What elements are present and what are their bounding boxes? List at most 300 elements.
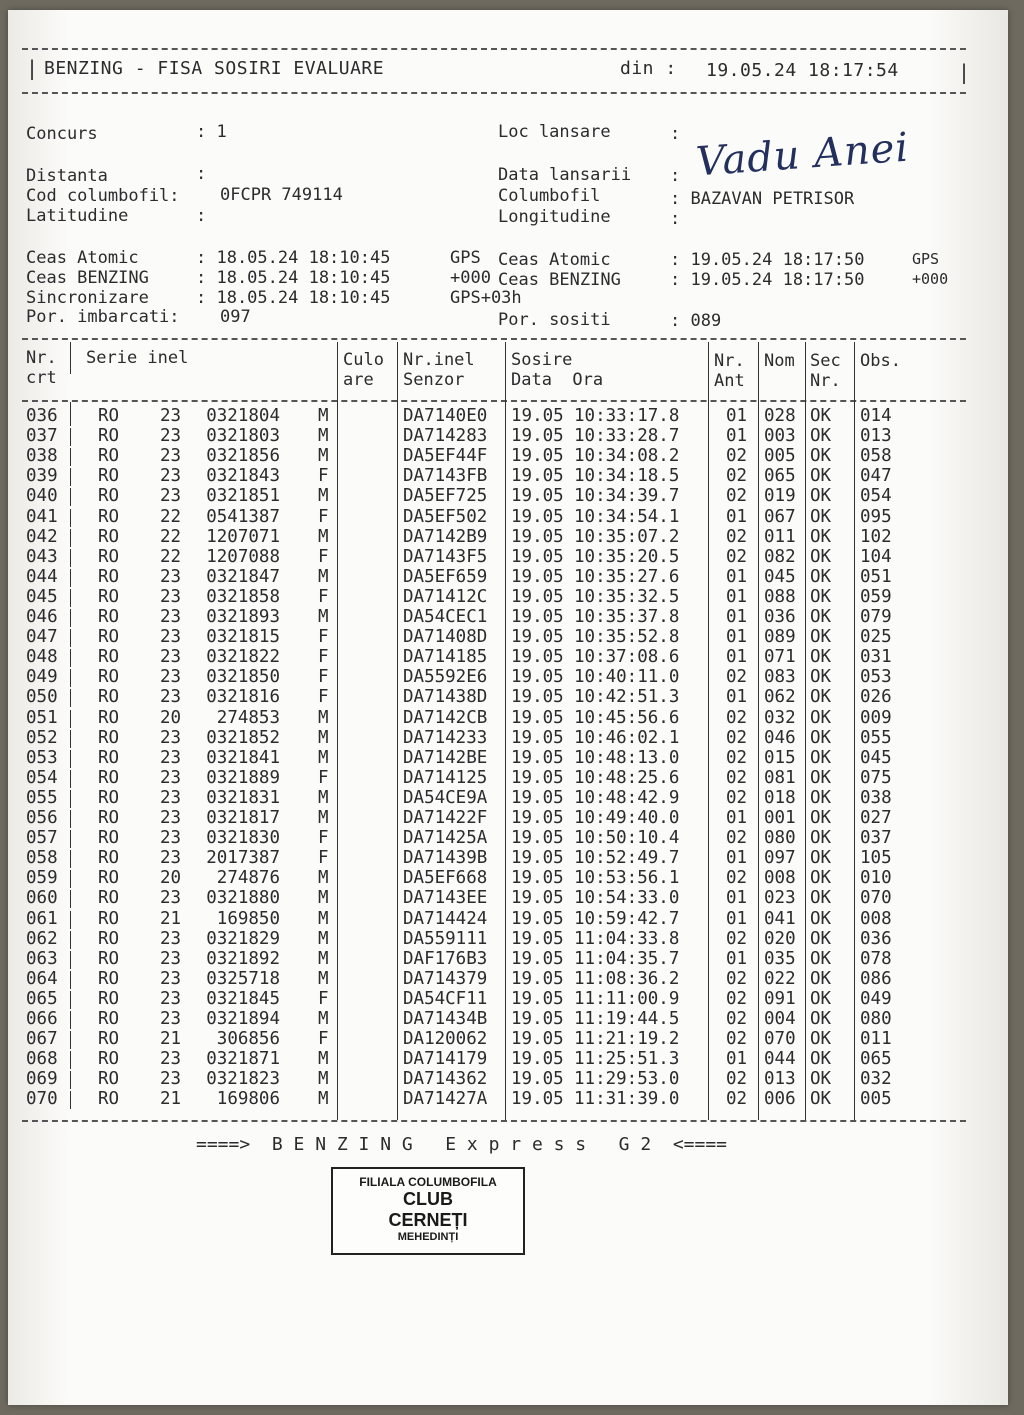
stamp-line-1: FILIALA COLUMBOFILA xyxy=(359,1175,497,1189)
sositi-value: : 089 xyxy=(670,311,722,331)
cell-sex: M xyxy=(318,908,329,929)
row-separator xyxy=(70,710,71,728)
cell-arrival-date: 19.05 xyxy=(511,848,564,869)
cell-sex: M xyxy=(318,888,329,909)
cell-year: 23 xyxy=(160,727,182,748)
cell-sex: F xyxy=(318,687,329,708)
cell-antenna: 01 xyxy=(726,808,748,828)
loc-lansare-colon: : xyxy=(670,124,681,144)
cell-sensor-ring: DA5592E6 xyxy=(403,667,488,688)
col-sec-header-1: Sec xyxy=(810,351,841,371)
cell-sensor-ring: DA714179 xyxy=(403,1049,488,1070)
cell-country: RO xyxy=(98,1069,120,1090)
cell-sec: OK xyxy=(810,948,832,969)
cell-antenna: 02 xyxy=(726,1029,748,1050)
cell-antenna: 01 xyxy=(726,627,748,648)
cell-nom: 088 xyxy=(764,586,796,607)
col-obs-header: Obs. xyxy=(860,351,901,371)
concurs-value: : 1 xyxy=(196,122,227,142)
date-label: din : xyxy=(620,58,677,79)
cod-columbofil-label: Cod columbofil: xyxy=(26,186,180,206)
data-lansarii-value: : xyxy=(670,166,681,186)
cell-year: 23 xyxy=(160,566,182,587)
cell-country: RO xyxy=(98,747,120,768)
cell-ring-number: 0321804 xyxy=(206,406,280,426)
cell-nom: 070 xyxy=(764,1029,796,1050)
cell-obs: 102 xyxy=(860,526,892,547)
cell-sensor-ring: DA7142BE xyxy=(403,747,488,768)
cell-sensor-ring: DA7143FB xyxy=(403,466,488,487)
clock-left-suffix: GPS+03h xyxy=(450,288,522,308)
cell-sex: F xyxy=(318,1029,329,1050)
cell-sec: OK xyxy=(810,968,832,989)
cell-arrival-time: 10:48:13.0 xyxy=(574,747,680,768)
cell-sec: OK xyxy=(810,848,832,869)
cell-sex: M xyxy=(318,968,329,989)
cell-sensor-ring: DA71422F xyxy=(403,808,488,828)
columbofil-value: : BAZAVAN PETRISOR xyxy=(670,189,855,209)
cell-sensor-ring: DA71425A xyxy=(403,828,488,849)
cell-ring-number: 0321816 xyxy=(206,687,280,708)
cell-nom: 018 xyxy=(764,787,796,808)
row-separator xyxy=(70,1031,71,1049)
cell-obs: 086 xyxy=(860,968,892,989)
cell-nr-crt: 060 xyxy=(26,888,58,909)
clock-left-value: : 18.05.24 18:10:45 xyxy=(196,288,391,308)
cell-arrival-date: 19.05 xyxy=(511,486,564,507)
cell-ring-number: 0321803 xyxy=(206,426,280,447)
row-separator xyxy=(70,689,71,707)
cell-year: 23 xyxy=(160,1049,182,1070)
cell-arrival-date: 19.05 xyxy=(511,988,564,1009)
cell-country: RO xyxy=(98,446,120,467)
cell-arrival-time: 10:35:27.6 xyxy=(574,566,680,587)
distanta-label: Distanta xyxy=(26,166,108,186)
cell-arrival-time: 11:04:33.8 xyxy=(574,928,680,949)
cell-antenna: 01 xyxy=(726,607,748,627)
cell-sex: F xyxy=(318,828,329,849)
cell-nr-crt: 065 xyxy=(26,988,58,1009)
cell-nom: 041 xyxy=(764,908,796,929)
col-sep-sosire xyxy=(505,342,506,1120)
cell-arrival-time: 11:31:39.0 xyxy=(574,1089,680,1110)
row-separator xyxy=(70,991,71,1009)
longitudine-label: Longitudine xyxy=(498,207,611,227)
cell-obs: 026 xyxy=(860,687,892,708)
cell-country: RO xyxy=(98,767,120,788)
row-separator xyxy=(70,870,71,888)
cell-ring-number: 169850 xyxy=(216,908,280,929)
benzing-footer: ====> B E N Z I N G E x p r e s s G 2 <==== xyxy=(196,1134,728,1155)
cell-arrival-time: 11:08:36.2 xyxy=(574,968,680,989)
cell-antenna: 01 xyxy=(726,948,748,969)
cell-country: RO xyxy=(98,988,120,1009)
cell-sec: OK xyxy=(810,828,832,849)
printed-report-sheet xyxy=(8,10,1008,1405)
cell-sec: OK xyxy=(810,868,832,889)
cell-antenna: 02 xyxy=(726,526,748,547)
cell-country: RO xyxy=(98,627,120,648)
cell-nr-crt: 043 xyxy=(26,546,58,567)
cell-arrival-date: 19.05 xyxy=(511,968,564,989)
cell-year: 21 xyxy=(160,908,182,929)
cell-sex: M xyxy=(318,747,329,768)
cell-sensor-ring: DA714362 xyxy=(403,1069,488,1090)
cell-nom: 023 xyxy=(764,888,796,909)
loc-lansare-label: Loc lansare xyxy=(498,122,611,142)
cell-obs: 013 xyxy=(860,426,892,447)
cell-obs: 053 xyxy=(860,667,892,688)
cell-nr-crt: 045 xyxy=(26,586,58,607)
cell-year: 23 xyxy=(160,607,182,627)
cell-ring-number: 0321856 xyxy=(206,446,280,467)
table-top-border xyxy=(22,338,966,340)
col-sep-nom xyxy=(758,342,759,1120)
cell-arrival-time: 10:34:54.1 xyxy=(574,506,680,527)
cell-sex: M xyxy=(318,1049,329,1070)
cell-year: 21 xyxy=(160,1029,182,1050)
cell-nom: 083 xyxy=(764,667,796,688)
cell-year: 23 xyxy=(160,787,182,808)
cell-nom: 008 xyxy=(764,868,796,889)
cell-nr-crt: 059 xyxy=(26,868,58,889)
cell-nr-crt: 042 xyxy=(26,526,58,547)
cell-ring-number: 0321822 xyxy=(206,647,280,668)
row-separator xyxy=(70,629,71,647)
cell-nom: 091 xyxy=(764,988,796,1009)
cell-sec: OK xyxy=(810,747,832,768)
cell-arrival-time: 10:35:32.5 xyxy=(574,586,680,607)
cell-obs: 065 xyxy=(860,1049,892,1070)
cell-year: 23 xyxy=(160,828,182,849)
cell-nom: 045 xyxy=(764,566,796,587)
cell-ring-number: 0321851 xyxy=(206,486,280,507)
clock-right-label: Ceas BENZING xyxy=(498,270,621,290)
row-separator xyxy=(70,911,71,929)
cell-ring-number: 0321850 xyxy=(206,667,280,688)
cell-sensor-ring: DA7142CB xyxy=(403,707,488,728)
cell-antenna: 02 xyxy=(726,928,748,949)
cell-ring-number: 0321815 xyxy=(206,627,280,648)
cell-nr-crt: 040 xyxy=(26,486,58,507)
cell-obs: 058 xyxy=(860,446,892,467)
cell-arrival-date: 19.05 xyxy=(511,506,564,527)
cell-sex: M xyxy=(318,607,329,627)
cell-obs: 037 xyxy=(860,828,892,849)
cell-arrival-date: 19.05 xyxy=(511,526,564,547)
cell-obs: 080 xyxy=(860,1009,892,1029)
cell-country: RO xyxy=(98,1049,120,1070)
cell-antenna: 01 xyxy=(726,506,748,527)
cell-sex: F xyxy=(318,647,329,668)
cell-sec: OK xyxy=(810,406,832,426)
cell-sensor-ring: DA7143EE xyxy=(403,888,488,909)
cell-year: 22 xyxy=(160,506,182,527)
cell-ring-number: 0321831 xyxy=(206,787,280,808)
cell-country: RO xyxy=(98,868,120,889)
cell-sec: OK xyxy=(810,928,832,949)
cell-arrival-time: 10:35:07.2 xyxy=(574,526,680,547)
row-separator xyxy=(70,971,71,989)
cell-nr-crt: 057 xyxy=(26,828,58,849)
cell-year: 22 xyxy=(160,526,182,547)
cell-sensor-ring: DA714379 xyxy=(403,968,488,989)
cell-ring-number: 1207071 xyxy=(206,526,280,547)
row-separator xyxy=(70,589,71,607)
loc-lansare-handwritten: Vadu Anei xyxy=(694,124,911,186)
cell-sex: M xyxy=(318,1069,329,1090)
cell-antenna: 01 xyxy=(726,908,748,929)
cell-country: RO xyxy=(98,707,120,728)
cell-sensor-ring: DA5EF668 xyxy=(403,868,488,889)
clock-right-value: : 19.05.24 18:17:50 xyxy=(670,270,865,290)
col-sec-header-2: Nr. xyxy=(810,371,841,391)
cell-obs: 070 xyxy=(860,888,892,909)
col-ant-header-1: Nr. xyxy=(714,351,745,371)
cell-country: RO xyxy=(98,828,120,849)
cell-ring-number: 0321845 xyxy=(206,988,280,1009)
cell-ring-number: 0321843 xyxy=(206,466,280,487)
cell-arrival-date: 19.05 xyxy=(511,868,564,889)
cell-nom: 080 xyxy=(764,828,796,849)
cell-nom: 004 xyxy=(764,1009,796,1029)
row-separator xyxy=(70,408,71,426)
cell-antenna: 02 xyxy=(726,1069,748,1090)
cell-ring-number: 0321892 xyxy=(206,948,280,969)
cell-country: RO xyxy=(98,848,120,869)
cell-arrival-date: 19.05 xyxy=(511,808,564,828)
cell-obs: 031 xyxy=(860,647,892,668)
clock-left-suffix: +000 xyxy=(450,268,491,288)
cell-country: RO xyxy=(98,506,120,527)
cell-nr-crt: 070 xyxy=(26,1089,58,1110)
cell-arrival-date: 19.05 xyxy=(511,426,564,447)
cell-ring-number: 274876 xyxy=(216,868,280,889)
cell-year: 20 xyxy=(160,707,182,728)
cell-antenna: 01 xyxy=(726,406,748,426)
cell-nr-crt: 054 xyxy=(26,767,58,788)
cell-ring-number: 0321871 xyxy=(206,1049,280,1070)
cell-antenna: 01 xyxy=(726,848,748,869)
cell-arrival-date: 19.05 xyxy=(511,406,564,426)
cell-obs: 045 xyxy=(860,747,892,768)
cell-sec: OK xyxy=(810,1009,832,1029)
cell-antenna: 02 xyxy=(726,988,748,1009)
cell-antenna: 01 xyxy=(726,888,748,909)
cell-year: 20 xyxy=(160,868,182,889)
cell-nr-crt: 036 xyxy=(26,406,58,426)
cell-antenna: 02 xyxy=(726,667,748,688)
cell-obs: 036 xyxy=(860,928,892,949)
cell-arrival-time: 11:25:51.3 xyxy=(574,1049,680,1070)
cell-sec: OK xyxy=(810,908,832,929)
cell-ring-number: 0321829 xyxy=(206,928,280,949)
cell-nr-crt: 064 xyxy=(26,968,58,989)
cell-year: 23 xyxy=(160,486,182,507)
cell-country: RO xyxy=(98,928,120,949)
row-separator xyxy=(70,448,71,466)
cell-nom: 067 xyxy=(764,506,796,527)
cell-sensor-ring: DA71412C xyxy=(403,586,488,607)
cell-arrival-time: 11:19:44.5 xyxy=(574,1009,680,1029)
cell-ring-number: 306856 xyxy=(216,1029,280,1050)
cell-sec: OK xyxy=(810,787,832,808)
row-separator xyxy=(70,1091,71,1109)
cell-country: RO xyxy=(98,1009,120,1029)
cell-arrival-time: 10:53:56.1 xyxy=(574,868,680,889)
cell-year: 23 xyxy=(160,767,182,788)
clock-right-suffix: GPS xyxy=(912,250,940,268)
cell-sec: OK xyxy=(810,426,832,447)
stamp-line-4: MEHEDINȚI xyxy=(397,1231,459,1243)
sositi-label: Por. sositi xyxy=(498,310,611,330)
cell-country: RO xyxy=(98,1089,120,1110)
cell-year: 22 xyxy=(160,546,182,567)
cell-ring-number: 0321817 xyxy=(206,808,280,828)
col-nom-header: Nom xyxy=(764,351,795,371)
cell-year: 23 xyxy=(160,446,182,467)
cell-obs: 105 xyxy=(860,848,892,869)
col-sep-obs xyxy=(854,342,855,1120)
cell-nom: 062 xyxy=(764,687,796,708)
cell-nr-crt: 063 xyxy=(26,948,58,969)
cell-sec: OK xyxy=(810,486,832,507)
cell-arrival-time: 10:54:33.0 xyxy=(574,888,680,909)
cell-arrival-date: 19.05 xyxy=(511,888,564,909)
cell-nom: 089 xyxy=(764,627,796,648)
table-header-divider xyxy=(22,400,966,402)
cell-ring-number: 169806 xyxy=(216,1089,280,1110)
cell-sex: F xyxy=(318,586,329,607)
latitudine-value: : xyxy=(196,206,207,226)
cell-country: RO xyxy=(98,586,120,607)
cell-arrival-time: 10:49:40.0 xyxy=(574,808,680,828)
cell-country: RO xyxy=(98,526,120,547)
cell-country: RO xyxy=(98,908,120,929)
cell-sec: OK xyxy=(810,647,832,668)
row-separator xyxy=(70,529,71,547)
cell-sex: F xyxy=(318,767,329,788)
cell-obs: 051 xyxy=(860,566,892,587)
col-culoare-header-2: are xyxy=(343,370,374,390)
cell-sex: M xyxy=(318,526,329,547)
cell-nr-crt: 049 xyxy=(26,667,58,688)
cell-sex: M xyxy=(318,868,329,889)
col-nr-header: Nr. xyxy=(26,348,57,368)
cell-nom: 015 xyxy=(764,747,796,768)
col-sep-ant xyxy=(708,342,709,1120)
cell-nr-crt: 069 xyxy=(26,1069,58,1090)
cell-sensor-ring: DA54CEC1 xyxy=(403,607,488,627)
cell-sec: OK xyxy=(810,988,832,1009)
cell-nom: 028 xyxy=(764,406,796,426)
cell-arrival-date: 19.05 xyxy=(511,727,564,748)
cell-ring-number: 0321852 xyxy=(206,727,280,748)
cell-nr-crt: 067 xyxy=(26,1029,58,1050)
row-separator xyxy=(70,810,71,828)
cell-obs: 032 xyxy=(860,1069,892,1090)
cell-sensor-ring: DA54CE9A xyxy=(403,787,488,808)
cell-sec: OK xyxy=(810,627,832,648)
row-separator xyxy=(70,468,71,486)
cell-arrival-time: 10:50:10.4 xyxy=(574,828,680,849)
cell-country: RO xyxy=(98,968,120,989)
cell-arrival-time: 10:42:51.3 xyxy=(574,687,680,708)
cell-sensor-ring: DA54CF11 xyxy=(403,988,488,1009)
cell-nom: 020 xyxy=(764,928,796,949)
cell-arrival-time: 11:29:53.0 xyxy=(574,1069,680,1090)
cell-country: RO xyxy=(98,406,120,426)
cell-sec: OK xyxy=(810,767,832,788)
cell-arrival-time: 10:34:39.7 xyxy=(574,486,680,507)
cell-sex: M xyxy=(318,1089,329,1110)
cell-sensor-ring: DA5EF44F xyxy=(403,446,488,467)
cell-antenna: 02 xyxy=(726,546,748,567)
row-separator xyxy=(70,488,71,506)
cell-arrival-date: 19.05 xyxy=(511,948,564,969)
cell-nr-crt: 048 xyxy=(26,647,58,668)
cell-sensor-ring: DA714185 xyxy=(403,647,488,668)
data-lansarii-label: Data lansarii xyxy=(498,165,632,185)
cell-arrival-time: 10:40:11.0 xyxy=(574,667,680,688)
table-bottom-border xyxy=(22,1120,966,1122)
cell-sensor-ring: DA71408D xyxy=(403,627,488,648)
cell-sec: OK xyxy=(810,1029,832,1050)
cell-obs: 059 xyxy=(860,586,892,607)
cell-antenna: 01 xyxy=(726,647,748,668)
cell-obs: 078 xyxy=(860,948,892,969)
cell-sec: OK xyxy=(810,1069,832,1090)
cell-ring-number: 0321894 xyxy=(206,1009,280,1029)
cell-nom: 032 xyxy=(764,707,796,728)
cell-arrival-time: 10:59:42.7 xyxy=(574,908,680,929)
cell-obs: 005 xyxy=(860,1089,892,1110)
imbarcati-value: 097 xyxy=(220,307,251,327)
row-separator xyxy=(70,1011,71,1029)
cell-antenna: 02 xyxy=(726,486,748,507)
cell-sex: M xyxy=(318,486,329,507)
cell-arrival-time: 10:46:02.1 xyxy=(574,727,680,748)
cell-sec: OK xyxy=(810,526,832,547)
cell-arrival-date: 19.05 xyxy=(511,1069,564,1090)
cell-sec: OK xyxy=(810,566,832,587)
cell-antenna: 02 xyxy=(726,968,748,989)
cod-columbofil-value: 0FCPR 749114 xyxy=(220,185,343,205)
row-separator xyxy=(70,609,71,627)
cell-sec: OK xyxy=(810,446,832,467)
cell-arrival-time: 10:34:18.5 xyxy=(574,466,680,487)
clock-left-value: : 18.05.24 18:10:45 xyxy=(196,268,391,288)
cell-ring-number: 0321889 xyxy=(206,767,280,788)
row-separator xyxy=(70,549,71,567)
cell-sex: M xyxy=(318,426,329,447)
cell-year: 23 xyxy=(160,968,182,989)
cell-sex: F xyxy=(318,627,329,648)
cell-antenna: 02 xyxy=(726,707,748,728)
cell-nom: 071 xyxy=(764,647,796,668)
cell-arrival-time: 10:48:25.6 xyxy=(574,767,680,788)
cell-sex: M xyxy=(318,787,329,808)
columbofil-label: Columbofil xyxy=(498,186,601,206)
stamp-line-2: CLUB xyxy=(403,1189,453,1209)
cell-obs: 027 xyxy=(860,808,892,828)
cell-obs: 054 xyxy=(860,486,892,507)
cell-antenna: 02 xyxy=(726,767,748,788)
cell-sensor-ring: DA7143F5 xyxy=(403,546,488,567)
cell-nom: 022 xyxy=(764,968,796,989)
cell-sec: OK xyxy=(810,506,832,527)
cell-ring-number: 0321880 xyxy=(206,888,280,909)
